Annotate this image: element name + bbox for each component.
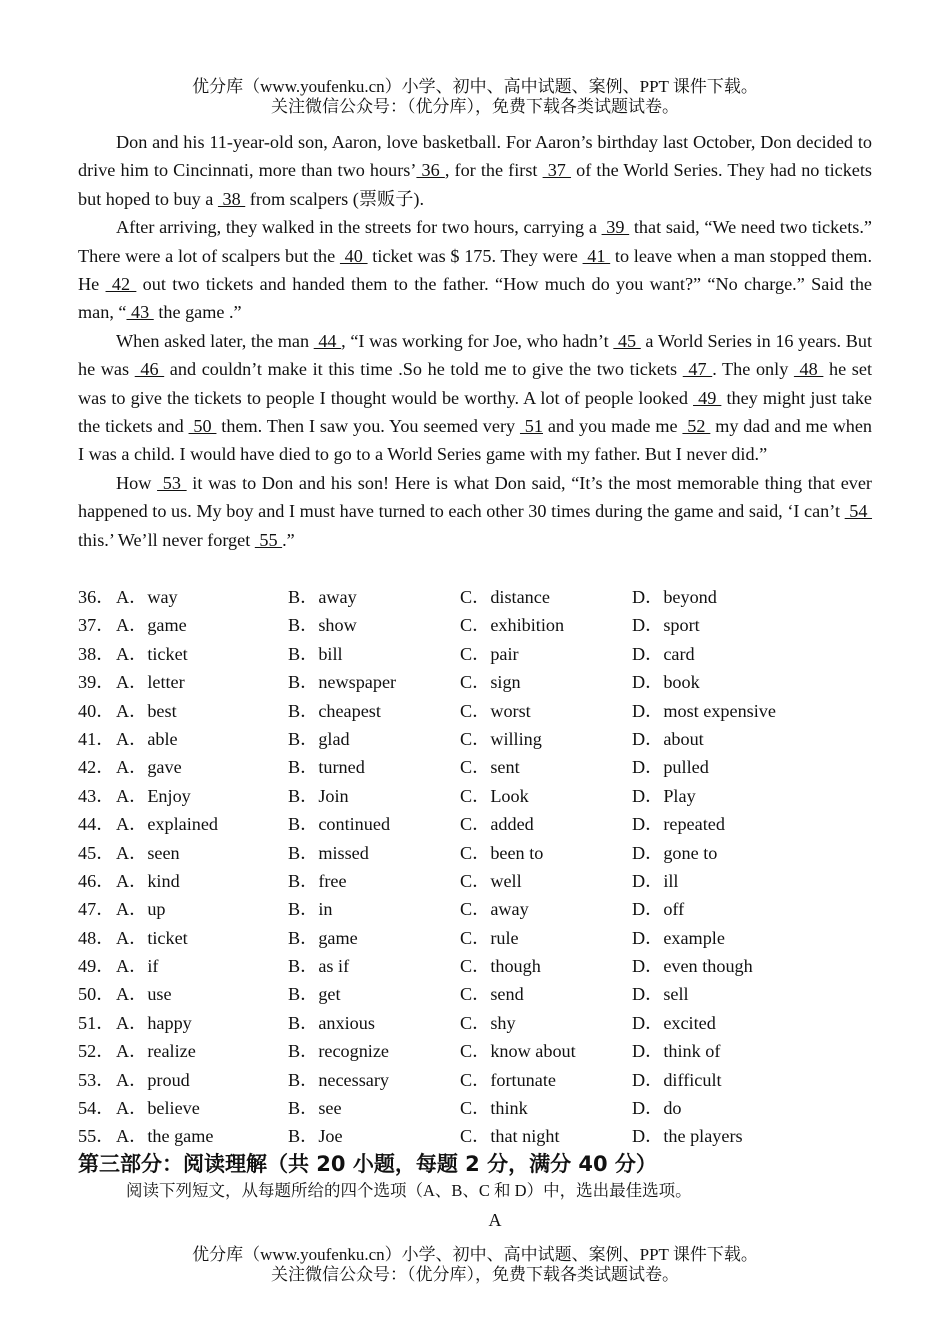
option-d: D．do	[632, 1098, 682, 1119]
option-d: D．difficult	[632, 1069, 722, 1090]
question-row	[78, 1122, 878, 1150]
option-c: C．know about	[460, 1041, 576, 1062]
question-row	[78, 1009, 878, 1037]
blank-marker: 50	[188, 416, 217, 437]
option-c: C．think	[460, 1098, 528, 1119]
question-row	[78, 839, 878, 867]
blank-marker: 39	[601, 217, 630, 238]
passage-text: When asked later, the man	[116, 330, 314, 351]
passage-text: he set was to give the tickets to people I thought would be worthy. A lot of people looked	[78, 359, 873, 408]
blank-marker: 45	[613, 330, 641, 351]
blank-marker: 40	[339, 245, 368, 266]
question-row	[78, 753, 878, 781]
option-a: A．explained	[116, 814, 219, 835]
option-c: C．willing	[460, 728, 542, 749]
blank-marker: 49	[693, 387, 722, 408]
option-c: C．sign	[460, 672, 521, 693]
blank-marker: 54	[844, 501, 873, 522]
question-row	[78, 1037, 878, 1065]
option-c: C．that night	[460, 1126, 560, 1147]
footer-line-2: 关注微信公众号：（优分库），免费下载各类试题试卷。	[271, 1265, 679, 1284]
question-row	[78, 867, 878, 895]
blank-marker: 37	[542, 160, 572, 181]
option-d: D．example	[632, 927, 725, 948]
section-instruction: 阅读下列短文，从每题所给的四个选项（A、B、C 和 D）中，选出最佳选项。	[126, 1181, 692, 1200]
option-d: D．beyond	[632, 587, 717, 607]
option-b: B．continued	[288, 814, 391, 835]
passage-paragraph	[78, 213, 872, 327]
question-row	[78, 611, 878, 639]
option-d: D．sell	[632, 984, 689, 1005]
question-row	[78, 980, 878, 1008]
passage-text: my dad and me when I was a child. I would have died to go to a World Series game with my father. But I never did.”	[78, 416, 873, 465]
option-a: A．Enjoy	[116, 785, 191, 806]
option-b: B．free	[288, 870, 347, 891]
option-a: A．kind	[116, 870, 180, 891]
passage-text: from scalpers (票贩子).	[245, 188, 425, 209]
option-c: C．exhibition	[460, 615, 565, 636]
question-number: 41．	[78, 728, 115, 749]
blank-marker: 44	[313, 330, 342, 351]
option-b: B．get	[288, 984, 341, 1005]
option-c: C．worst	[460, 700, 531, 721]
question-number: 40．	[78, 700, 115, 721]
question-row	[78, 952, 878, 980]
passage-text: .”	[282, 529, 295, 550]
option-b: B．turned	[288, 757, 365, 778]
question-row	[78, 782, 878, 810]
passage-text: them. Then I saw you. You seemed very	[216, 416, 520, 437]
option-c: C．well	[460, 870, 522, 891]
option-c: C．been to	[460, 842, 544, 863]
question-row	[78, 1094, 878, 1122]
option-a: A．if	[116, 956, 159, 977]
passage-text: the game .”	[153, 302, 242, 323]
question-number: 46．	[78, 870, 115, 891]
option-b: B．see	[288, 1098, 342, 1119]
question-number: 47．	[78, 899, 115, 920]
passage-text: After arriving, they walked in the streets for two hours, carrying a	[116, 217, 602, 238]
question-number: 54．	[78, 1098, 115, 1119]
blank-marker: 52	[682, 416, 711, 437]
question-row	[78, 668, 878, 696]
passage-text: ticket was $ 175. They were	[367, 245, 583, 266]
option-a: A．letter	[116, 672, 185, 693]
answer-options-list	[78, 583, 878, 1151]
blank-marker: 42	[105, 274, 137, 295]
option-b: B．Join	[288, 785, 349, 806]
question-row	[78, 895, 878, 923]
option-b: B．necessary	[288, 1069, 390, 1090]
option-b: B．cheapest	[288, 700, 381, 721]
blank-marker: 41	[582, 245, 611, 266]
question-row	[78, 640, 878, 668]
option-b: B．missed	[288, 842, 369, 863]
option-c: C．shy	[460, 1012, 516, 1033]
question-number: 45．	[78, 842, 115, 863]
question-number: 37．	[78, 615, 115, 636]
passage-text: , “I was working for Joe, who hadn’t	[341, 330, 614, 351]
page-footer	[0, 1245, 950, 1285]
option-c: C．added	[460, 814, 534, 835]
option-d: D．think of	[632, 1041, 721, 1062]
header-line-1: 优分库（www.youfenku.cn）小学、初中、高中试题、案例、PPT 课件下载。	[192, 77, 758, 96]
option-c: C．sent	[460, 757, 520, 778]
question-row	[78, 924, 878, 952]
option-a: A．ticket	[116, 643, 188, 664]
question-number: 52．	[78, 1041, 115, 1062]
option-d: D．even though	[632, 956, 753, 977]
option-b: B．bill	[288, 643, 343, 664]
option-a: A．gave	[116, 757, 182, 778]
passage-text: . The only	[712, 359, 794, 380]
option-c: C．distance	[460, 587, 550, 607]
blank-marker: 47	[682, 359, 713, 380]
option-a: A．seen	[116, 842, 180, 863]
option-a: A．realize	[116, 1041, 196, 1062]
passage-text: and you made me	[543, 416, 683, 437]
option-b: B．away	[288, 587, 357, 607]
option-b: B．game	[288, 927, 358, 948]
passage-paragraph	[78, 469, 872, 554]
question-number: 36．	[78, 587, 115, 607]
option-d: D．most expensive	[632, 700, 776, 721]
option-b: B．glad	[288, 728, 350, 749]
passage-text: to leave when a man stopped them. He	[78, 245, 872, 295]
blank-marker: 51	[519, 416, 543, 437]
option-b: B．Joe	[288, 1126, 343, 1147]
blank-marker: 48	[793, 359, 824, 380]
passage-text: How	[116, 472, 158, 493]
option-d: D．pulled	[632, 757, 709, 778]
question-row	[78, 725, 878, 753]
footer-line-1: 优分库（www.youfenku.cn）小学、初中、高中试题、案例、PPT 课件下载。	[192, 1245, 758, 1264]
question-number: 53．	[78, 1069, 115, 1090]
question-number: 42．	[78, 757, 115, 778]
option-d: D．gone to	[632, 842, 718, 863]
question-number: 43．	[78, 785, 115, 806]
option-d: D．about	[632, 728, 704, 749]
question-number: 50．	[78, 984, 115, 1005]
question-number: 39．	[78, 672, 115, 693]
option-b: B．show	[288, 615, 357, 636]
question-number: 51．	[78, 1012, 115, 1033]
passage-text: they might just take the tickets and	[78, 387, 872, 437]
option-d: D．book	[632, 672, 700, 693]
option-a: A．believe	[116, 1098, 200, 1119]
question-number: 38．	[78, 643, 115, 664]
cloze-passage	[78, 128, 872, 554]
question-number: 48．	[78, 927, 115, 948]
blank-marker: 38	[217, 188, 246, 209]
passage-text: this.’ We’ll never forget	[78, 529, 255, 550]
passage-paragraph	[78, 128, 872, 213]
option-a: A．way	[116, 587, 178, 607]
option-c: C．though	[460, 956, 541, 977]
passage-text: and couldn’t make it this time .So he told me to give the two tickets	[164, 359, 683, 380]
option-d: D．the players	[632, 1126, 743, 1147]
option-a: A．up	[116, 899, 166, 920]
reading-passage-label: A	[488, 1210, 502, 1230]
blank-marker: 55	[254, 529, 283, 550]
option-a: A．proud	[116, 1069, 190, 1090]
passage-text: , for the first	[444, 160, 543, 181]
blank-marker: 43	[126, 302, 154, 323]
option-c: C．send	[460, 984, 524, 1005]
question-number: 55．	[78, 1126, 115, 1147]
option-d: D．repeated	[632, 814, 725, 835]
option-c: C．rule	[460, 927, 519, 948]
option-b: B．in	[288, 899, 333, 920]
option-a: A．best	[116, 700, 177, 721]
option-d: D．Play	[632, 785, 696, 806]
passage-text: that said, “We need two tickets.” There were a lot of scalpers but the	[78, 217, 872, 266]
option-d: D．card	[632, 643, 695, 664]
option-a: A．the game	[116, 1126, 214, 1147]
question-row	[78, 583, 878, 611]
option-b: B．anxious	[288, 1012, 375, 1033]
passage-paragraph	[78, 327, 872, 469]
blank-marker: 53	[157, 472, 187, 493]
option-b: B．as if	[288, 956, 350, 977]
passage-text: Don and his 11-year-old son, Aaron, love basketball. For Aaron’s birthday last October, Don decided to drive him to Cincinnati, more than two hours’	[78, 132, 872, 181]
option-c: C．pair	[460, 643, 519, 664]
option-a: A．ticket	[116, 927, 188, 948]
passage-text: out two tickets and handed them to the father. “How much do you want?” “No charge.” Said the man, “	[78, 274, 872, 323]
question-row	[78, 1066, 878, 1094]
header-line-2: 关注微信公众号：（优分库），免费下载各类试题试卷。	[271, 97, 679, 116]
passage-text: a World Series in 16 years. But he was	[78, 330, 873, 380]
option-a: A．use	[116, 984, 172, 1005]
blank-marker: 36	[416, 160, 445, 181]
option-c: C．fortunate	[460, 1069, 556, 1090]
question-row	[78, 697, 878, 725]
question-number: 44．	[78, 814, 115, 835]
question-row	[78, 810, 878, 838]
option-d: D．off	[632, 899, 685, 920]
section-heading: 第三部分：阅读理解（共 20 小题，每题 2 分，满分 40 分）	[78, 1152, 657, 1176]
option-a: A．game	[116, 615, 187, 636]
option-b: B．recognize	[288, 1041, 389, 1062]
option-b: B．newspaper	[288, 672, 397, 693]
option-d: D．sport	[632, 615, 700, 636]
option-a: A．able	[116, 728, 178, 749]
option-c: C．Look	[460, 785, 529, 806]
question-number: 49．	[78, 956, 115, 977]
option-c: C．away	[460, 899, 529, 920]
page-header	[0, 77, 950, 117]
passage-text: of the World Series. They had no tickets but hoped to buy a	[78, 160, 872, 209]
passage-text: it was to Don and his son! Here is what Don said, “It’s the most memorable thing that ever happened to us. My boy and I must have turned to each other 30 times during the game and said, ‘I can’t	[78, 472, 872, 522]
option-a: A．happy	[116, 1012, 192, 1033]
option-d: D．excited	[632, 1012, 716, 1033]
blank-marker: 46	[134, 359, 165, 380]
option-d: D．ill	[632, 870, 679, 891]
